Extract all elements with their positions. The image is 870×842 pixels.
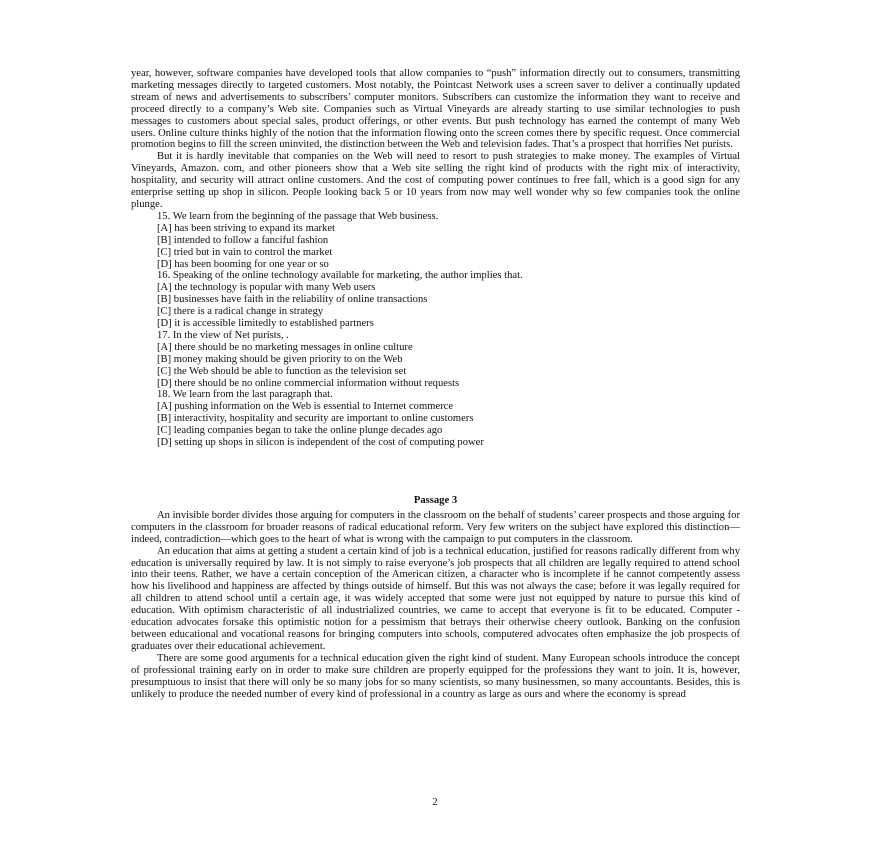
question-17 [131, 330, 740, 390]
passage3-paragraph-1: An invisible border divides those arguing for computers in the classroom on the behalf of students’ career prospects and those arguing for computers in the classroom for broader reasons of radical educational reform. Very few writers on the subject have explored this distinction—indeed, contradiction—which goes to the heart of what is wrong with the campaign to put computers in the classroom. [131, 509, 740, 545]
page-number: 2 [432, 797, 438, 808]
question-stem: 18. We learn from the last paragraph that. [157, 389, 333, 401]
option-c: [C] leading companies began to take the online plunge decades ago [157, 425, 443, 437]
option-c: [C] the Web should be able to function as the television set [157, 365, 407, 377]
option-c: [C] there is a radical change in strategy [157, 306, 324, 318]
section-gap [131, 449, 740, 495]
question-stem: 16. Speaking of the online technology available for marketing, the author implies that. [157, 270, 523, 282]
question-15 [131, 211, 740, 271]
question-18 [131, 389, 740, 449]
passage2-paragraph-2: But it is hardly inevitable that companies on the Web will need to resort to push strategies to make money. The examples of Virtual Vineyards, Amazon. com, and other pioneers show that a Web site selling the right kind of products with the right mix of interactivity, hospitality, and security will attract online customers. And the cost of computing power continues to free fall, which is a good sign for any enterprise setting up shop in silicon. People looking back 5 or 10 years from now may well wonder why so few companies took the online plunge. [131, 151, 740, 210]
option-a: [A] has been striving to expand its market [157, 222, 335, 234]
question-stem: 17. In the view of Net purists, . [157, 329, 289, 341]
option-a: [A] the technology is popular with many Web users [157, 282, 376, 294]
option-d: [D] it is accessible limitedly to established partners [157, 318, 374, 330]
option-b: [B] money making should be given priority to on the Web [157, 353, 403, 365]
document-page [131, 68, 740, 700]
passage3-heading: Passage 3 [413, 495, 458, 506]
passage2-paragraph-1: year, however, software companies have developed tools that allow companies to “push” information directly out to consumers, transmitting marketing messages directly to targeted customers. Most notably, the Pointcast Network uses a screen saver to deliver a continually updated stream of news and advertisements to subscribers’ computer monitors. Subscribers can customize the information they want to receive and proceed directly to a company’s Web site. Companies such as Virtual Vineyards are already starting to use similar technologies to push messages to customers about special sales, product offerings, or other events. But push technology has earned the contempt of many Web users. Online culture thinks highly of the notion that the information flowing onto the screen comes there by specific request. Once commercial promotion begins to fill the screen uninvited, the distinction between the Web and television fades. That’s a prospect that horrifies Net purists. [131, 68, 740, 151]
option-d: [D] setting up shops in silicon is independent of the cost of computing power [157, 437, 484, 449]
option-d: [D] there should be no online commercial information without requests [157, 377, 460, 389]
passage3-paragraph-3: There are some good arguments for a technical education given the right kind of student. Many European schools introduce the concept of professional training early on in order to make sure children are properly equipped for the professions they want to join. It is, however, presumptuous to insist that there will only be so many jobs for so many scientists, so many businessmen, so many accountants. Besides, this is unlikely to produce the needed number of every kind of professional in a country as large as ours and where the economy is spread [131, 652, 740, 700]
question-stem: 15. We learn from the beginning of the passage that Web business. [157, 210, 439, 222]
passage3-paragraph-2: An education that aims at getting a student a certain kind of job is a technical education, justified for reasons radically different from why education is universally required by law. It is not simply to raise everyone’s job prospects that all children are legally required to attend school into their teens. Rather, we have a certain conception of the American citizen, a character who is incomplete if he cannot competently assess how his livelihood and happiness are affected by things outside of himself. But this was not always the case; before it was legally required for all children to attend school until a certain age, it was widely accepted that some were just not equipped by nature to pursue this kind of education. With optimism characteristic of all industrialized countries, we came to accept that everyone is fit to be educated. Computer - education advocates forsake this optimistic notion for a pessimism that betrays their otherwise cheery outlook. Banking on the confusion between educational and vocational reasons for bringing computers into schools, computered advocates often emphasize the job prospects of graduates over their educational achievement. [131, 545, 740, 652]
option-b: [B] intended to follow a fanciful fashion [157, 234, 329, 246]
option-a: [A] pushing information on the Web is essential to Internet commerce [157, 401, 454, 413]
option-b: [B] businesses have faith in the reliability of online transactions [157, 294, 428, 306]
option-b: [B] interactivity, hospitality and security are important to online customers [157, 413, 474, 425]
option-d: [D] has been booming for one year or so [157, 258, 329, 270]
option-c: [C] tried but in vain to control the market [157, 246, 333, 258]
question-16 [131, 270, 740, 330]
option-a: [A] there should be no marketing messages in online culture [157, 341, 413, 353]
